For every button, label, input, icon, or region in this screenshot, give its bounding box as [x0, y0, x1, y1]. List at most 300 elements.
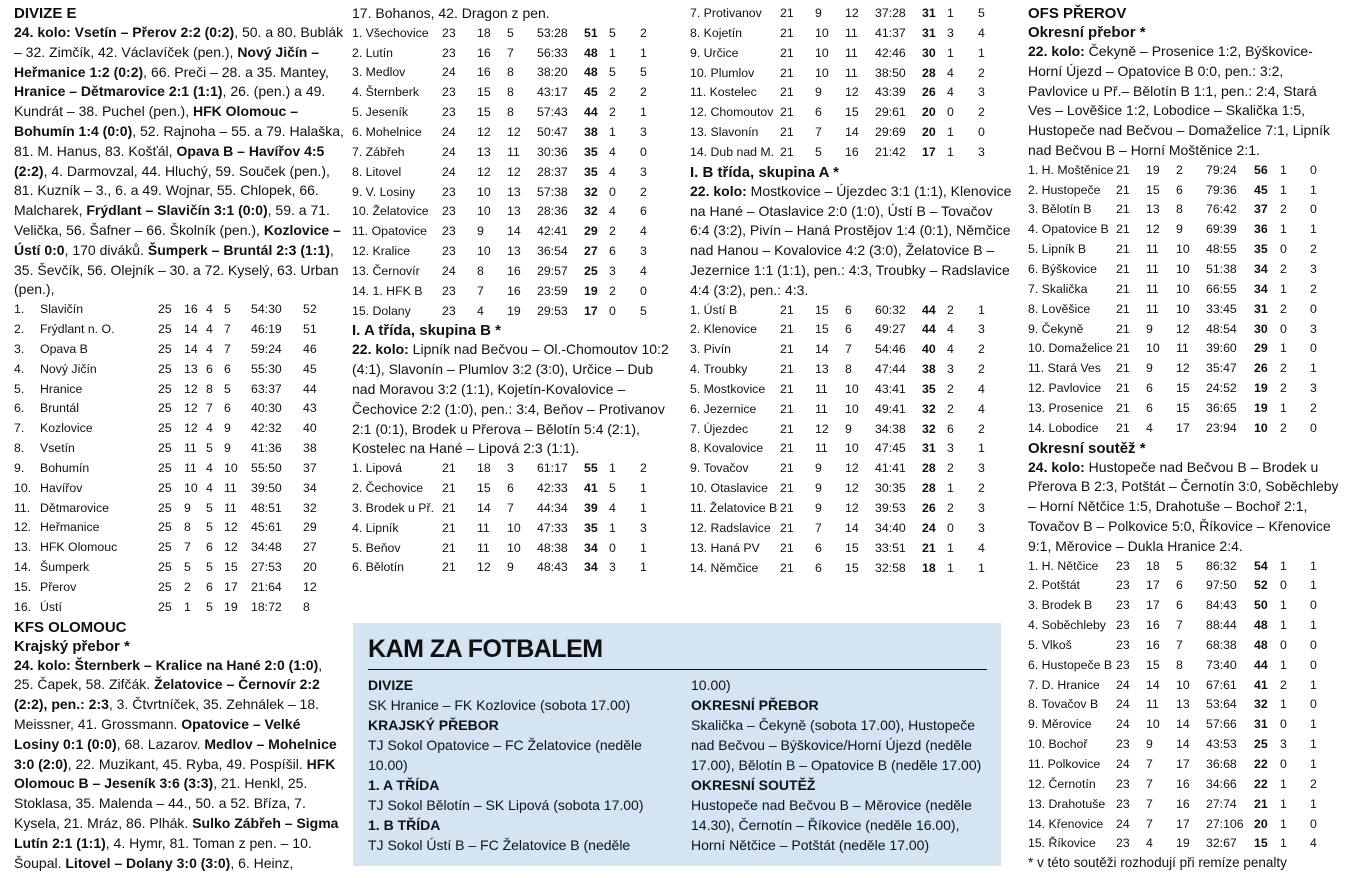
table-cell: 21	[780, 381, 794, 396]
table-cell: 34:66	[1206, 776, 1237, 791]
table-cell: 21	[1116, 202, 1130, 217]
table-cell: 86:32	[1206, 558, 1237, 573]
table-cell: 1	[1280, 162, 1287, 177]
table-cell: 1	[947, 6, 954, 20]
table-cell: 63:37	[251, 381, 282, 396]
table-cell: 25	[158, 500, 172, 515]
table-cell: 11	[477, 520, 490, 535]
table-cell: 0	[640, 144, 647, 159]
table-cell: 0	[1310, 697, 1317, 712]
table-cell: 13. Drahotuše	[1028, 796, 1106, 811]
table-cell: 13	[815, 362, 829, 377]
table-cell: 10. Otaslavice	[690, 481, 768, 496]
table-cell: 14. Křenovice	[1028, 816, 1104, 831]
table-cell: 29:53	[537, 303, 568, 318]
table-cell: 34:38	[875, 421, 906, 436]
table-cell: 48:43	[537, 560, 568, 575]
table-cell: 34	[1254, 281, 1268, 296]
table-cell: 23	[442, 283, 456, 298]
table-cell: 15	[1176, 400, 1190, 415]
match-report	[690, 182, 1015, 301]
fixture-text: Skalička – Čekyně (sobota 17.00), Hustopeče nad Bečvou – Býškovice/Horní Újezd (neděle 17.00), Bělotín B – Opatovice B (neděle 17.00)	[691, 717, 982, 773]
table-cell: 1	[640, 540, 647, 555]
table-cell: 43:39	[875, 85, 906, 100]
table-cell: 2	[640, 85, 647, 100]
table-row	[690, 459, 998, 479]
result-text: 22. kolo:	[352, 341, 409, 358]
table-cell: 48:55	[1206, 242, 1237, 257]
table-cell: 23	[442, 303, 456, 318]
table-cell: 4	[978, 540, 985, 555]
table-cell: 1	[1280, 598, 1287, 613]
table-row	[1028, 715, 1330, 735]
table-cell: 14	[1176, 737, 1190, 752]
table-cell: 32	[1254, 697, 1268, 712]
table-cell: 9	[845, 421, 852, 436]
table-cell: Kozlovice	[40, 421, 93, 436]
table-cell: 1	[947, 540, 954, 555]
table-cell: 1. H. Nětčice	[1028, 558, 1099, 573]
table-cell: 7. Újezdec	[690, 421, 749, 436]
table-cell: 14	[507, 224, 521, 239]
table-cell: 10	[845, 401, 859, 416]
table-cell: 24	[1116, 697, 1130, 712]
table-cell: 4	[978, 25, 985, 40]
table-cell: 1	[978, 302, 985, 317]
table-row	[1028, 339, 1330, 359]
table-row	[1028, 260, 1330, 280]
table-cell: 5	[1176, 558, 1183, 573]
table-cell: 3	[640, 164, 647, 179]
fixture-text: 10.00)	[691, 677, 731, 693]
table-cell: 1	[184, 599, 191, 614]
table-row	[352, 519, 660, 539]
table-cell: 21	[1116, 381, 1130, 396]
table-cell: 25	[158, 381, 172, 396]
table-cell: 43:41	[875, 381, 906, 396]
table-cell: 8. Litovel	[352, 164, 402, 179]
table-cell: 24	[922, 520, 936, 535]
match-report	[1028, 42, 1340, 161]
table-cell: 35	[584, 520, 598, 535]
table-cell: 46:19	[251, 322, 282, 336]
column-krajsky	[352, 4, 670, 578]
table-cell: 2	[184, 579, 191, 594]
result-text: Medlov – Mohelnice 3:0 (2:0)	[14, 735, 337, 772]
table-cell: Heřmanice	[40, 520, 100, 535]
table-cell: 14	[1176, 717, 1190, 732]
table-cell: 10	[1176, 301, 1190, 316]
table-cell: 16	[1176, 776, 1190, 791]
table-cell: 11	[845, 65, 858, 80]
table-cell: 1	[1280, 400, 1287, 415]
table-row	[352, 499, 660, 519]
table-cell: 25	[158, 520, 172, 535]
table-row	[14, 558, 329, 578]
table-cell: 3	[978, 144, 985, 159]
table-cell: 10	[1254, 420, 1268, 435]
table-cell: 3	[609, 560, 616, 575]
table-cell: 0	[1310, 598, 1317, 613]
table-cell: 3	[640, 244, 647, 259]
table-row	[14, 439, 329, 459]
table-cell: 48	[584, 45, 598, 60]
table-cell: 30:36	[537, 144, 568, 159]
table-cell: 6. Mohelnice	[352, 125, 422, 140]
table-cell: Ústí	[40, 599, 62, 614]
table-cell: 23	[1116, 578, 1130, 593]
table-cell: 44	[922, 302, 936, 317]
table-cell: 4	[947, 342, 954, 357]
table-cell: 2	[947, 461, 954, 476]
table-cell: 10	[815, 65, 829, 80]
table-cell: 5.	[14, 381, 25, 396]
table-cell: 2	[1310, 242, 1317, 257]
table-row	[352, 163, 660, 183]
table-cell: 12	[184, 421, 198, 436]
table-cell: 97:50	[1206, 578, 1237, 593]
table-cell: 10	[477, 244, 491, 259]
table-cell: 21	[1116, 262, 1130, 276]
table-cell: 12	[303, 579, 317, 594]
table-cell: 15	[477, 481, 491, 496]
table-cell: 1	[609, 520, 616, 535]
table-cell: 1	[1280, 182, 1287, 197]
table-cell: 39:50	[251, 480, 282, 495]
table-row	[1028, 379, 1330, 399]
table-row	[352, 479, 660, 499]
table-cell: 8	[507, 85, 514, 100]
table-cell: 3.	[14, 341, 25, 356]
table-cell: 33:51	[875, 540, 906, 555]
table-cell: 37	[303, 460, 317, 475]
table-cell: 45:61	[251, 520, 282, 535]
table-row	[690, 103, 998, 123]
table-cell: 52	[303, 302, 317, 317]
table-cell: 11. Opatovice	[352, 224, 427, 239]
table-cell: 24	[442, 164, 456, 179]
table-cell: 3	[978, 520, 985, 535]
table-cell: 1	[1280, 697, 1287, 712]
table-cell: 14	[1146, 677, 1160, 692]
table-cell: 14. Dub nad M.	[690, 144, 775, 159]
table-cell: 23	[1116, 558, 1130, 573]
table-cell: 2	[1280, 677, 1287, 692]
table-row	[690, 499, 998, 519]
table-cell: 8. Lověšice	[1028, 301, 1091, 316]
table-cell: 32:67	[1206, 836, 1237, 851]
table-cell: 1	[1310, 222, 1317, 237]
table-cell: 1	[1280, 657, 1287, 672]
table-cell: 7. D. Hranice	[1028, 677, 1100, 692]
table-cell: 49:41	[875, 401, 906, 416]
table-cell: 21	[780, 500, 794, 515]
table-cell: 47:44	[875, 362, 906, 377]
table-row	[352, 202, 660, 222]
table-cell: 5	[224, 302, 231, 317]
table-cell: 27:53	[251, 560, 282, 575]
table-cell: 25	[584, 263, 598, 278]
table-cell: 17	[1176, 420, 1190, 435]
table-cell: 40	[922, 342, 936, 357]
table-cell: 4	[206, 480, 213, 495]
table-cell: 11. Kostelec	[690, 85, 757, 100]
table-row	[1028, 557, 1330, 577]
table-cell: 40	[303, 421, 317, 436]
table-row	[690, 400, 998, 420]
table-cell: 21	[780, 520, 794, 535]
table-cell: 32	[584, 184, 598, 199]
table-cell: 8.	[14, 441, 25, 456]
table-cell: 21	[780, 322, 794, 337]
table-cell: 9	[815, 461, 822, 476]
table-cell: 4. Lipník	[352, 520, 399, 535]
table-cell: 1	[1310, 618, 1317, 633]
table-cell: 23	[1116, 657, 1130, 672]
table-cell: 12.	[14, 520, 32, 535]
table-row	[1028, 616, 1330, 636]
table-cell: 61:17	[537, 461, 568, 476]
table-cell: 21	[780, 125, 794, 140]
table-cell: 15. Říkovice	[1028, 836, 1096, 851]
table-cell: 13	[507, 184, 521, 199]
fixtures-title: KAM ZA FOTBALEM	[368, 635, 603, 663]
table-cell: 1	[1280, 222, 1287, 237]
table-cell: 43:17	[537, 85, 568, 100]
table-row	[14, 360, 329, 380]
table-row	[352, 242, 660, 262]
table-cell: 3	[609, 263, 616, 278]
column-ib	[690, 4, 1015, 578]
table-cell: 32	[584, 204, 598, 219]
table-cell: 15	[1254, 836, 1268, 851]
table-cell: 25	[158, 341, 172, 356]
table-cell: 34:40	[875, 520, 906, 535]
table-row	[1028, 181, 1330, 201]
table-cell: 4	[947, 322, 954, 337]
table-cell: 21	[1116, 420, 1130, 435]
table-cell: 1	[978, 560, 985, 575]
table-cell: 27:74	[1206, 796, 1237, 811]
table-cell: Vsetín	[40, 441, 75, 456]
table-cell: 5. Jeseník	[352, 105, 409, 120]
table-cell: 11	[224, 480, 237, 495]
table-cell: 23	[442, 224, 456, 239]
table-cell: 31	[922, 6, 936, 20]
table-cell: 21	[780, 45, 794, 60]
table-cell: 8	[507, 65, 514, 80]
ofs-heading: OFS PŘEROV	[1028, 5, 1127, 22]
table-cell: 29	[1254, 341, 1268, 356]
table-cell: 31	[1254, 717, 1268, 732]
table-cell: 1	[947, 481, 954, 496]
table-cell: 4	[947, 65, 954, 80]
table-cell: 21	[442, 520, 456, 535]
table-cell: 21	[1116, 242, 1130, 257]
table-cell: 7	[815, 125, 822, 140]
table-cell: 2	[1310, 400, 1317, 415]
table-cell: 15	[1146, 182, 1160, 197]
table-cell: 10	[1146, 717, 1160, 732]
table-cell: 8. Tovačov B	[1028, 697, 1099, 712]
table-cell: 1	[609, 461, 616, 476]
table-cell: 8	[206, 381, 213, 396]
table-cell: 4. Troubky	[690, 362, 748, 377]
table-cell: 9	[815, 481, 822, 496]
table-row	[14, 538, 329, 558]
table-cell: 47:45	[875, 441, 906, 456]
table-cell: 6. Jezernice	[690, 401, 757, 416]
okresni-heading: Okresní přebor *	[1028, 24, 1146, 41]
table-cell: 7	[1176, 618, 1183, 633]
table-cell: 17	[584, 303, 598, 318]
table-cell: 5. Mostkovice	[690, 381, 766, 396]
table-cell: 21	[1116, 281, 1130, 296]
table-cell: Nový Jičín	[40, 361, 97, 376]
table-cell: 3	[640, 125, 647, 140]
table-cell: 11	[1146, 262, 1159, 276]
table-cell: 19	[1146, 162, 1160, 177]
table-cell: 16	[507, 263, 521, 278]
table-cell: 6.	[14, 401, 25, 416]
table-cell: 12. Kralice	[352, 244, 411, 259]
table-cell: 54	[1254, 558, 1268, 573]
table-cell: 4	[206, 421, 213, 436]
table-cell: 30	[922, 45, 936, 60]
table-cell: 50:47	[537, 125, 568, 140]
table-cell: 48	[584, 65, 598, 80]
table-cell: 4	[978, 381, 985, 396]
table-cell: 16.	[14, 599, 32, 614]
result-text: Frýdlant – Slavičín 3:1 (0:0)	[86, 202, 268, 219]
table-cell: 9	[1146, 737, 1153, 752]
table-cell: 47:33	[537, 520, 568, 535]
table-cell: 23	[1116, 637, 1130, 652]
table-cell: 12	[477, 164, 491, 179]
table-cell: 0	[1310, 657, 1317, 672]
table-cell: 15	[845, 105, 859, 120]
table-cell: 4	[206, 322, 213, 336]
table-cell: 2	[609, 105, 616, 120]
table-cell: 45	[303, 361, 317, 376]
table-cell: 15	[845, 560, 859, 575]
table-cell: 7	[224, 341, 231, 356]
table-cell: 5	[184, 560, 191, 575]
table-cell: 17	[224, 579, 238, 594]
table-cell: 12	[184, 381, 198, 396]
table-row	[690, 360, 998, 380]
table-cell: 12	[507, 125, 521, 140]
table-cell: 2. Klenovice	[690, 322, 757, 337]
table-cell: 57:66	[1206, 717, 1237, 732]
fixtures-right	[691, 675, 991, 855]
table-cell: 12	[477, 125, 491, 140]
table-cell: 11. Želatovice B	[690, 500, 778, 515]
table-cell: 30	[1254, 321, 1268, 336]
table-cell: 12	[1176, 361, 1190, 376]
table-cell: 13.	[14, 540, 32, 555]
kfs-heading: KFS OLOMOUC	[14, 618, 127, 636]
table-cell: 10	[1176, 281, 1190, 296]
table-cell: 21	[780, 560, 794, 575]
table-cell: 53:64	[1206, 697, 1237, 712]
table-cell: 38:50	[875, 65, 906, 80]
table-cell: 12. Radslavice	[690, 520, 771, 535]
scorer-text: Hustopeče nad Bečvou B – Brodek u Přerova B 2:3, Potštát – Černotín 3:0, Soběchleby – Horní Nětčice 1:5, Drahotuše – Bochoř 2:1, Tovačov B – Polkovice 5:0, Říkovice – Křenovice 9:1, Měrovice – Dukla Hranice 2:4.	[1028, 458, 1339, 554]
table-cell: 5	[206, 599, 213, 614]
scorer-text: Mostkovice – Újezdec 3:1 (1:1), Klenovice na Hané – Otaslavice 2:0 (1:0), Ústí B – Tovačov 6:4 (3:2), Pivín – Haná Prostějov 1:4 (0:1), Němčice nad Hanou – Kovalovice 4:2 (3:0), Želatovice B – Jezernice 1:1 (1:1), pen.: 4:3, Troubky – Radslavice 4:4 (3:2), pen.: 4:3.	[690, 182, 1012, 298]
table-cell: 26	[922, 85, 936, 100]
table-cell: 29:69	[875, 125, 906, 140]
table-row	[1028, 755, 1330, 775]
table-cell: 13	[1146, 202, 1160, 217]
table-cell: 9	[477, 224, 484, 239]
table-cell: 14	[845, 520, 859, 535]
table-cell: 5	[815, 144, 822, 159]
table-cell: 4	[640, 224, 647, 239]
table-cell: 25	[158, 579, 172, 594]
table-cell: 23	[442, 105, 456, 120]
table-cell: 2	[1176, 162, 1183, 177]
table-cell: 51	[584, 25, 598, 40]
scorer-text: , 4. Darmovzal, 44. Hluchý, 59. Souček (pen.), 81. Kuzník – 3., 6. a 49. Wojnar, 55. Chlopek, 66. Malcharek,	[14, 162, 330, 219]
scorer-text: Čekyně – Prosenice 1:2, Býškovice-Horní Újezd – Opatovice B 0:0, pen.: 3:2, Pavlovice u Př.– Bělotín B 1:1, pen.: 2:4, Stará Ves – Lověšice 1:2, Lobodice – Skalička 1:5, Hustopeče nad Bečvou – Domaželice 7:1, Lipník nad Bečvou B – Horní Moštěnice 2:1.	[1028, 43, 1330, 158]
table-cell: 38	[584, 125, 598, 140]
table-cell: 84:43	[1206, 598, 1237, 613]
table-row	[1028, 815, 1330, 835]
table-cell: 14	[184, 341, 198, 356]
table-cell: 8	[507, 105, 514, 120]
table-row	[14, 479, 329, 499]
table-row	[14, 320, 329, 340]
table-cell: 79:36	[1206, 182, 1237, 197]
table-cell: 1	[1310, 677, 1317, 692]
table-cell: 0	[1310, 420, 1317, 435]
table-cell: 10	[815, 45, 829, 60]
table-cell: 21	[780, 6, 794, 20]
table-cell: 21	[1116, 400, 1130, 415]
table-cell: 8	[477, 263, 484, 278]
table-cell: 6	[224, 401, 231, 416]
table-cell: 7	[184, 540, 191, 555]
table-cell: 7	[1176, 637, 1183, 652]
table-cell: 38	[303, 441, 317, 456]
table-row	[352, 558, 660, 578]
table-cell: 34:48	[251, 540, 282, 555]
table-row	[1028, 596, 1330, 616]
table-cell: 19	[584, 283, 598, 298]
table-cell: 21	[780, 342, 794, 357]
table-cell: 10	[1146, 341, 1160, 356]
table-cell: 2	[947, 381, 954, 396]
table-cell: 3	[1280, 737, 1287, 752]
table-cell: 17	[1146, 578, 1160, 593]
table-cell: 21	[780, 65, 794, 80]
table-cell: 36:54	[537, 244, 568, 259]
table-cell: 29:61	[875, 105, 906, 120]
table-cell: 23	[442, 25, 456, 40]
table-cell: 35	[584, 164, 598, 179]
table-cell: 42:41	[537, 224, 568, 239]
table-cell: 21	[780, 302, 794, 317]
table-cell: 27:106	[1206, 816, 1244, 831]
table-cell: 4	[947, 85, 954, 100]
table-cell: 1	[947, 125, 954, 140]
table-cell: 13. Haná PV	[690, 540, 760, 555]
fixtures-left	[368, 675, 668, 855]
table-row	[690, 4, 998, 24]
table-cell: 1	[1310, 361, 1317, 376]
